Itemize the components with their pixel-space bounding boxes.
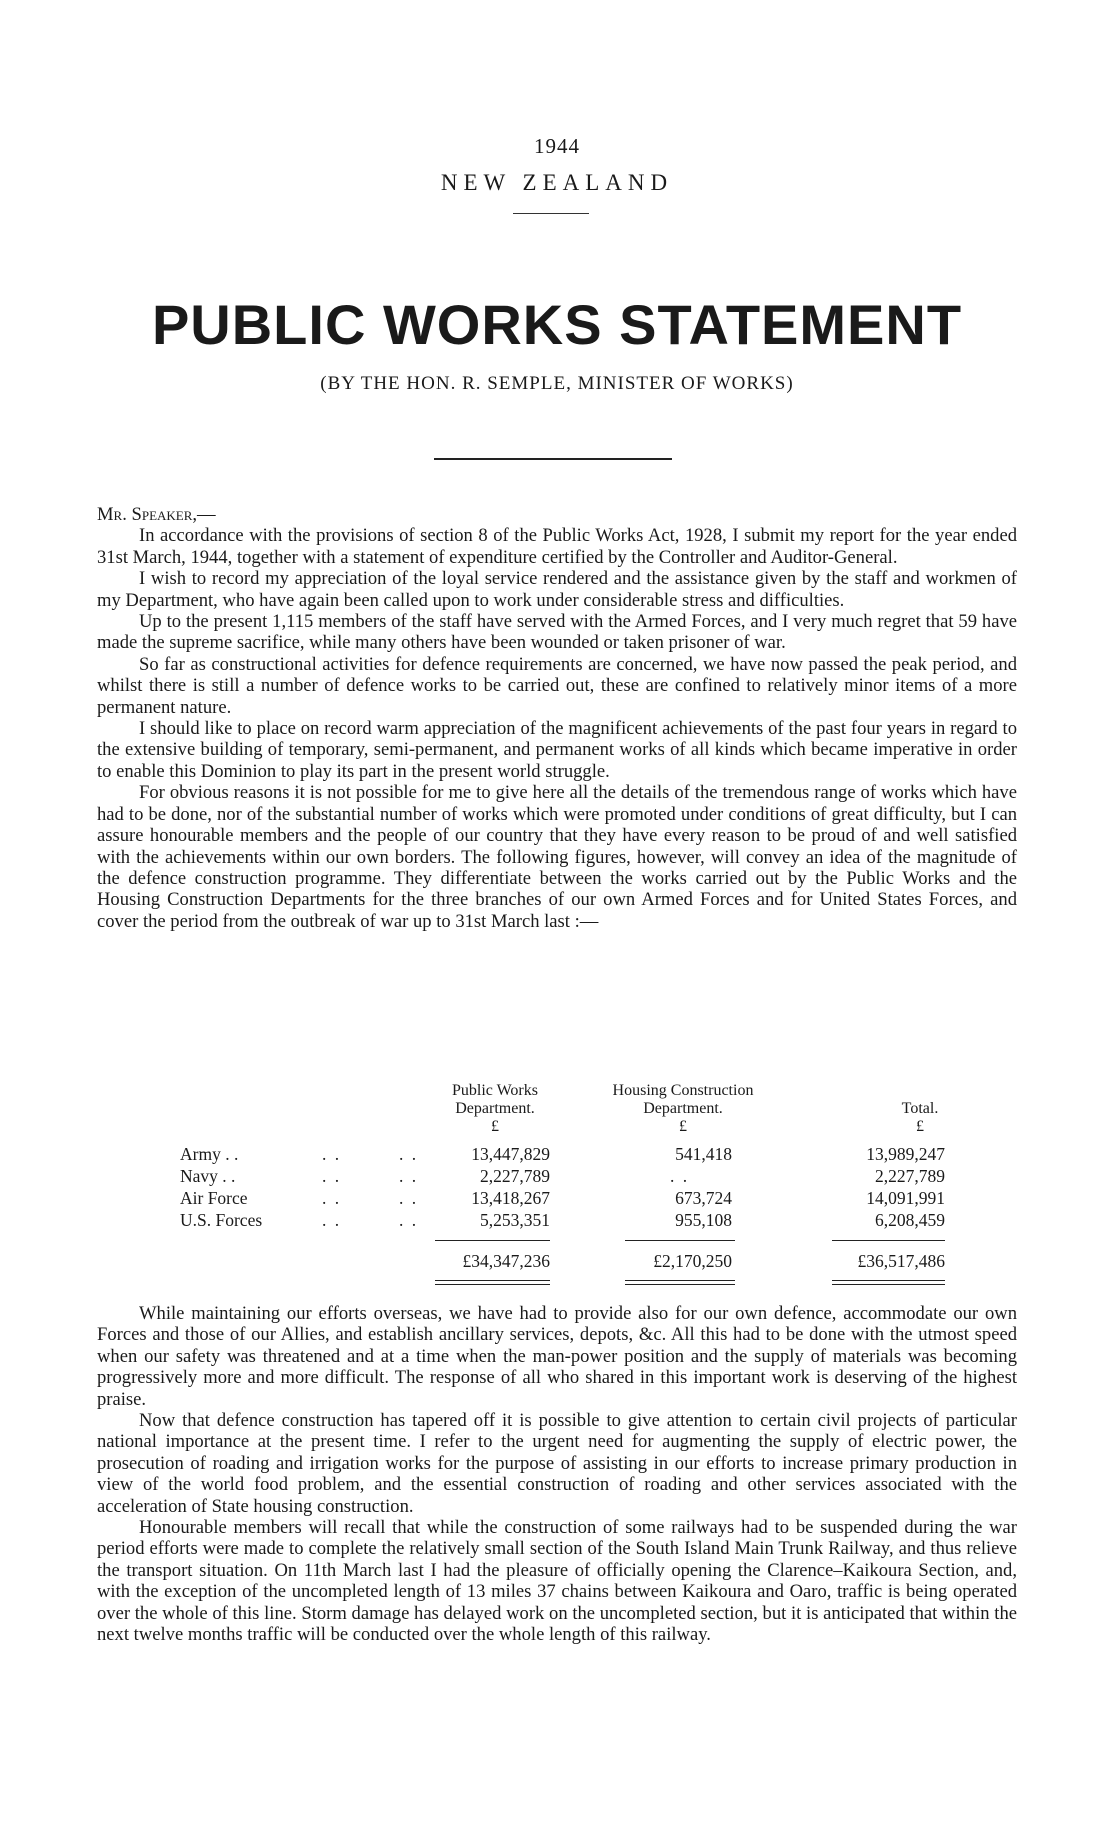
col-header-pwd [425,1082,565,1136]
sum-line [435,1240,550,1241]
cell-total: 14,091,991 [866,1188,945,1208]
row-label-army: Army . . [180,1144,239,1164]
col-header-hcd [588,1082,778,1136]
total-total: £36,517,486 [857,1251,945,1271]
short-divider [513,213,589,214]
cell-pwd: 13,418,267 [471,1188,550,1208]
paragraph: So far as constructional activities for defence requirements are concerned, we have now passed the peak period, and whilst there is still a number of defence works to be carried out, these are confined to relatively minor items of a more permanent nature. [97,653,1017,718]
row-leader: . . [399,1210,419,1230]
cell-hcd: 541,418 [675,1144,732,1164]
col-header-total-unit: £ [916,1118,924,1135]
row-leader: . . [399,1188,419,1208]
col-header-hcd-line1: Housing Construction [612,1082,754,1099]
double-rule [832,1280,945,1285]
col-header-pwd-line1: Public Works [452,1082,538,1099]
cell-total: 6,208,459 [875,1210,945,1230]
paragraph: Now that defence construction has tapered off it is possible to give attention to certain civil projects of particular national importance at the present time. I refer to the urgent need for augmenting the supply of electric power, the prosecution of roading and irrigation works for the purpose of assisting in our efforts to increase primary production in view of the world food problem, and the essential construction of roading and other services associated with the acceleration of State housing construction. [97,1410,1017,1517]
row-leader: . . [399,1144,419,1164]
paragraph: Up to the present 1,115 members of the staff have served with the Armed Forces, and I very much regret that 59 have made the supreme sacrifice, while many others have been wounded or taken prisoner of war. [97,611,1017,654]
col-header-total [855,1082,985,1136]
country-heading: NEW ZEALAND [440,170,674,195]
salutation: Mr. Speaker,— [97,504,216,525]
row-leader: . . [322,1188,342,1208]
sum-line [625,1240,735,1241]
row-leader: . . [399,1166,419,1186]
row-leader: . . [322,1166,342,1186]
cell-pwd: 13,447,829 [471,1144,550,1164]
paragraph: For obvious reasons it is not possible for me to give here all the details of the tremendous range of works which have had to be done, nor of the substantial number of works which were promoted under conditions of great difficulty, but I can assure honourable members and the people of our country that they have every reason to be proud of and well satisfied with the achievements within our own borders. The following figures, however, will convey an idea of the magnitude of the defence construction programme. They differentiate between the works carried out by the Public Works and the Housing Construction Departments for the three branches of our own Armed Forces and for United States Forces, and cover the period from the outbreak of war up to 31st March last :— [97,782,1017,932]
double-rule [435,1280,550,1285]
col-header-hcd-unit: £ [679,1118,687,1135]
double-rule [625,1280,735,1285]
paragraph: Honourable members will recall that while the construction of some railways had to be suspended during the war period efforts were made to complete the relatively small section of the South Island Main Trunk Railway, and thus relieve the transport situation. On 11th March last I had the pleasure of officially opening the Clarence–Kaikoura Section, and, with the exception of the uncompleted length of 13 miles 37 chains between Kaikoura and Oaro, traffic is being operated over the whole of this line. Storm damage has delayed work on the uncompleted section, but it is anticipated that within the next twelve months traffic will be conducted over the whole length of this railway. [97,1517,1017,1646]
paragraph: In accordance with the provisions of section 8 of the Public Works Act, 1928, I submit my report for the year ended 31st March, 1944, together with a statement of expenditure certified by the Controller and Auditor-General. [97,525,1017,568]
cell-hcd: 955,108 [675,1210,732,1230]
row-label-navy: Navy . . [180,1166,236,1186]
page-subtitle: (BY THE HON. R. SEMPLE, MINISTER OF WORKS) [320,373,794,394]
text-block-after-table [97,1303,1017,1646]
col-header-pwd-unit: £ [491,1118,499,1135]
cell-total: 2,227,789 [875,1166,945,1186]
cell-total: 13,989,247 [866,1144,945,1164]
row-label-air-force: Air Force [180,1188,248,1208]
row-leader: . . [322,1144,342,1164]
total-pwd: £34,347,236 [462,1251,550,1271]
text-block-before-table [97,504,1017,932]
cell-pwd: 5,253,351 [480,1210,550,1230]
cell-hcd: 673,724 [675,1188,732,1208]
paragraph: While maintaining our efforts overseas, we have had to provide also for our own defence, accommodate our own Forces and those of our Allies, and establish ancillary services, depots, &c. All this had to be done with the utmost speed when our safety was threatened and at a time when the man-power position and the supply of materials was becoming progressively more and more difficult. The response of all who shared in this important work is deserving of the highest praise. [97,1303,1017,1410]
row-leader: . . [322,1210,342,1230]
cell-hcd: . . [670,1166,690,1186]
col-header-pwd-line2: Department. [455,1100,535,1117]
year-heading: 1944 [534,134,580,158]
total-hcd: £2,170,250 [653,1251,732,1271]
sum-line [832,1240,945,1241]
long-divider [434,458,672,460]
col-header-hcd-line2: Department. [643,1100,723,1117]
cell-pwd: 2,227,789 [480,1166,550,1186]
paragraph: I wish to record my appreciation of the loyal service rendered and the assistance given by the staff and workmen of my Department, who have again been called upon to work under considerable stress and difficulties. [97,568,1017,611]
col-header-total-line2: Total. [901,1100,939,1117]
row-label-us-forces: U.S. Forces [180,1210,263,1230]
paragraph: I should like to place on record warm appreciation of the magnificent achievements of the past four years in regard to the extensive building of temporary, semi-permanent, and permanent works of all kinds which became imperative in order to enable this Dominion to play its part in the present world struggle. [97,718,1017,782]
page-title: PUBLIC WORKS STATEMENT [151,293,963,356]
